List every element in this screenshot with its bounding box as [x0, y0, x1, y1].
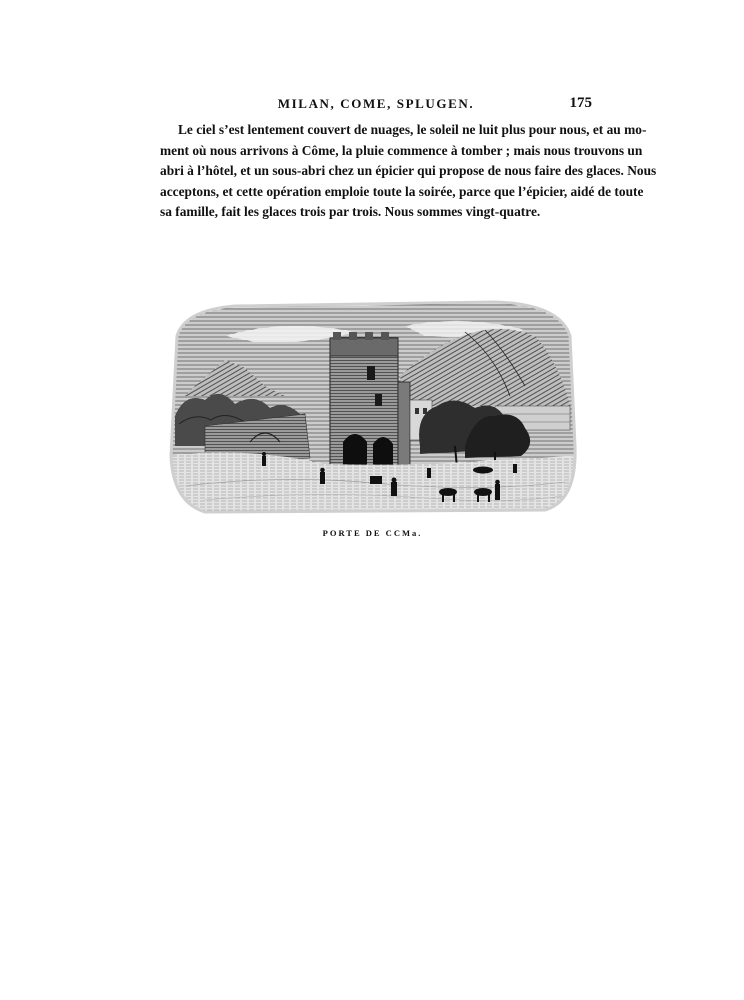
paragraph-line: sa famille, fait les glaces trois par trois. Nous sommes vingt-quatre. — [160, 204, 541, 219]
body-paragraph — [160, 120, 657, 223]
figure-caption: PORTE DE CCMa. — [322, 528, 423, 538]
engraving-scene — [165, 296, 580, 516]
paragraph-line: abri à l’hôtel, et un sous-abri chez un épicier qui propose de nous faire des glaces. Nous — [160, 163, 657, 178]
engraving-illustration — [165, 296, 580, 516]
tower — [330, 332, 410, 468]
paragraph-line: ment où nous arrivons à Côme, la pluie commence à tomber ; mais nous trouvons un — [160, 142, 643, 158]
running-head — [160, 96, 592, 116]
page-number: 175 — [569, 95, 592, 111]
paragraph-line: Le ciel s’est lentement couvert de nuages, le soleil ne luit plus pour nous, et au mo- — [178, 122, 647, 137]
running-title: MILAN, COME, SPLUGEN. — [277, 96, 475, 111]
paragraph-line: acceptons, et cette opération emploie toute la soirée, parce que l’épicier, aidé de toute — [160, 183, 644, 199]
